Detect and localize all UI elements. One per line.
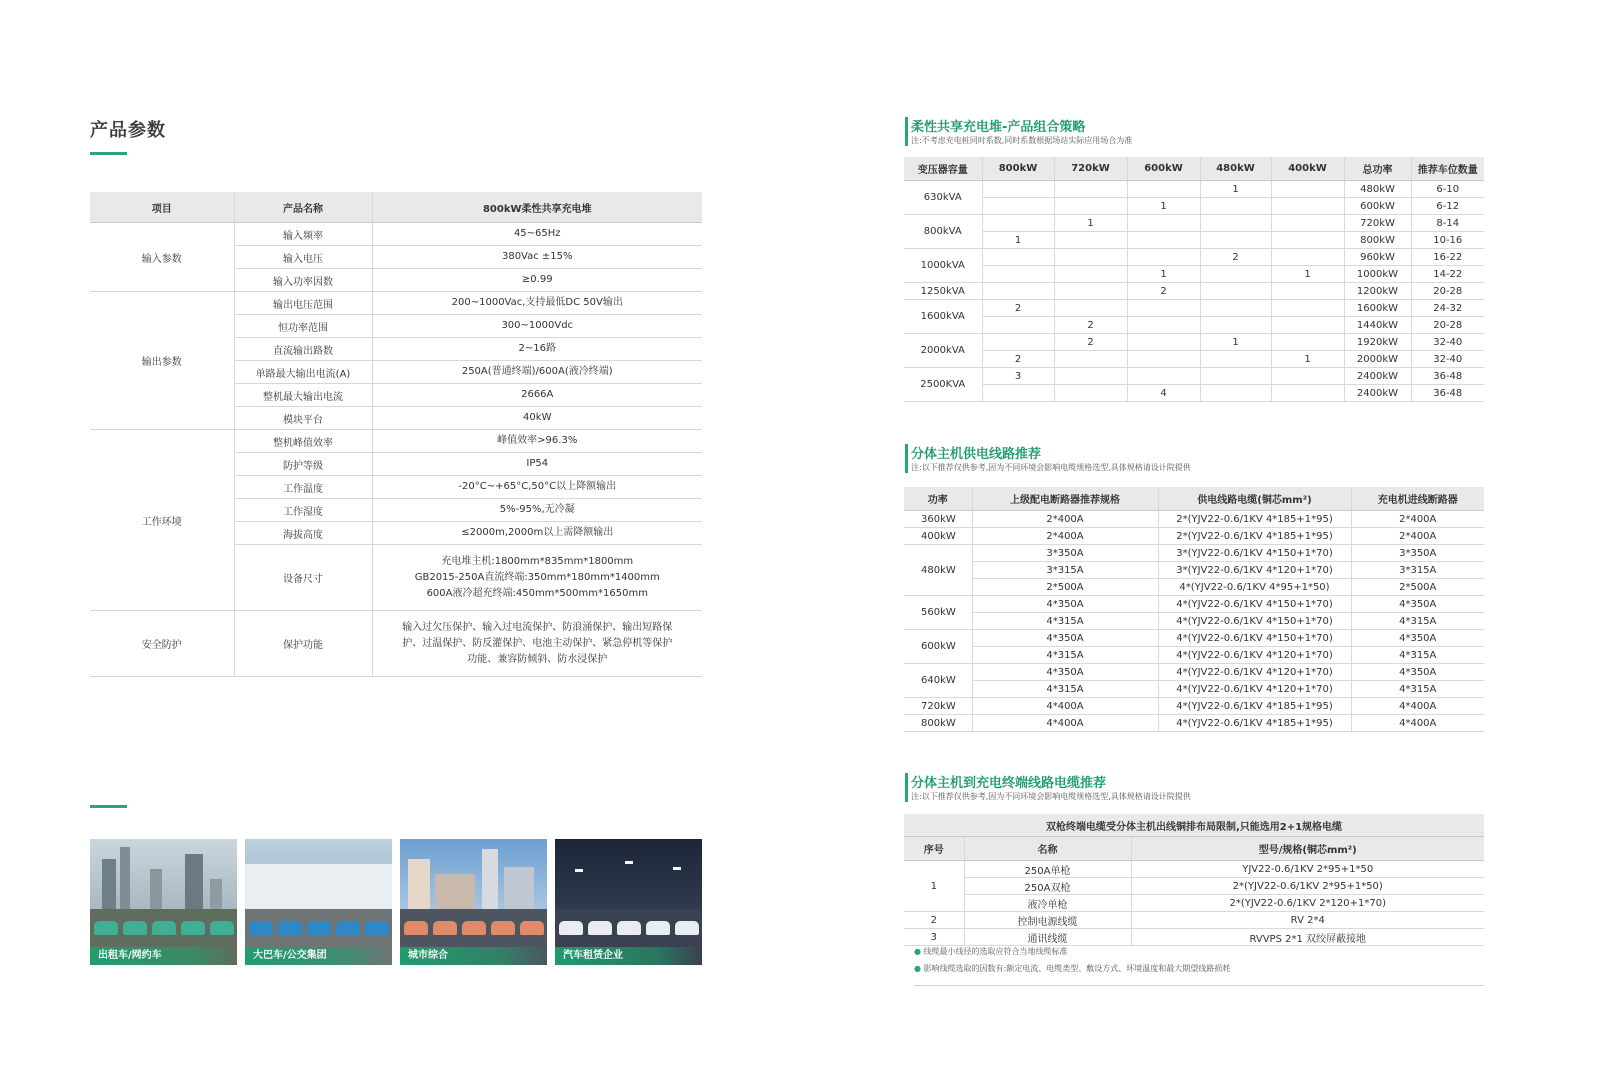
footnotes [914,946,1484,986]
section-accent-bar [905,773,908,802]
table-cell: RV 2*4 [1131,912,1484,929]
param-name-cell: 模块平台 [234,407,372,430]
table-cell: 32-40 [1411,334,1484,351]
table-row [904,912,1484,929]
table-cell [1271,317,1344,334]
table-cell: 1600kW [1344,300,1411,317]
table-cell: 4*315A [972,681,1158,698]
terminal-cable-table [904,814,1484,946]
param-value-line: 40kW [523,412,552,423]
table-cell: 2 [1200,249,1271,266]
table-row [904,929,1484,946]
table-cell [1127,215,1200,232]
table-row [904,698,1484,715]
table-cell: 1200kW [1344,283,1411,300]
param-name-cell: 输入电压 [234,246,372,269]
table-header-cell: 产品名称 [234,192,372,223]
table-header-cell: 总功率 [1344,157,1411,181]
table-cell [1200,351,1271,368]
group-cell: 输入参数 [90,223,234,292]
table-cell: 1920kW [1344,334,1411,351]
table-cell: 4*(YJV22-0.6/1KV 4*120+1*70) [1158,647,1351,664]
table-cell: 8-14 [1411,215,1484,232]
transformer-capacity-cell: 1250kVA [904,283,982,300]
table-cell [1127,249,1200,266]
table-cell: 20-28 [1411,317,1484,334]
param-value-cell [372,384,702,407]
table-header-cell: 400kW [1271,157,1344,181]
param-value-cell [372,338,702,361]
section-title-combination: 柔性共享充电堆-产品组合策略 [911,120,1086,135]
table-cell: 1440kW [1344,317,1411,334]
table-cell [1054,181,1127,198]
table-cell: 3*350A [972,545,1158,562]
table-header-cell: 变压器容量 [904,157,982,181]
table-header-cell: 800kW [982,157,1054,181]
transformer-capacity-cell: 2000kVA [904,334,982,368]
table-cell: 3*350A [1351,545,1484,562]
param-value-line: 5%-95%,无冷凝 [499,504,575,515]
table-cell: 1 [982,232,1054,249]
table-cell: 4*315A [1351,613,1484,630]
table-cell: 2*400A [1351,511,1484,528]
table-cell [1200,232,1271,249]
table-cell: 4*400A [972,715,1158,732]
table-cell: 4*(YJV22-0.6/1KV 4*120+1*70) [1158,681,1351,698]
scenario-photo-car-rental [555,839,702,965]
table-row [90,430,702,453]
table-header-cell: 推荐车位数量 [1411,157,1484,181]
table-row [90,292,702,315]
table-cell [982,198,1054,215]
table-row [904,266,1484,283]
table-header-cell: 供电线路电缆(铜芯mm²) [1158,487,1351,511]
table-row [904,647,1484,664]
table-cell [1127,334,1200,351]
table-cell: 2 [982,351,1054,368]
table-cell: 2*(YJV22-0.6/1KV 4*185+1*95) [1158,511,1351,528]
param-value-line: 45~65Hz [513,228,561,239]
table-row [904,715,1484,732]
power-cell: 600kW [904,630,972,664]
table-cell [1200,198,1271,215]
table-row [904,249,1484,266]
table-cell [982,181,1054,198]
transformer-capacity-cell: 800kVA [904,215,982,249]
table-cell [1054,266,1127,283]
param-value-line: 250A(普通终端)/600A(液冷终端) [461,366,613,377]
table-cell: 2 [1054,334,1127,351]
table-cell: 通讯线缆 [964,929,1131,946]
param-value-line: 380Vac ±15% [501,251,573,262]
param-value-line: 600A液冷超充终端:450mm*500mm*1650mm [426,587,648,599]
param-value-cell [372,223,702,246]
table-cell: 4*315A [1351,647,1484,664]
table-row [904,613,1484,630]
section-title-terminal: 分体主机到充电终端线路电缆推荐 [911,776,1107,791]
param-name-cell: 海拔高度 [234,522,372,545]
table-cell [1127,368,1200,385]
table-cell: 1 [1271,266,1344,283]
table-cell: 2*400A [972,528,1158,545]
table-row [904,368,1484,385]
table-cell: 2 [982,300,1054,317]
param-value-line: ≤2000m,2000m以上需降额输出 [461,527,614,538]
table-cell: 4*350A [972,596,1158,613]
power-cell: 400kW [904,528,972,545]
table-cell: 4*(YJV22-0.6/1KV 4*150+1*70) [1158,613,1351,630]
table-row [904,181,1484,198]
param-value-line: 2~16路 [518,343,556,354]
power-cell: 560kW [904,596,972,630]
param-value-cell [372,315,702,338]
power-cell: 640kW [904,664,972,698]
section-title-supply: 分体主机供电线路推荐 [911,447,1042,462]
table-cell: 2*500A [1351,579,1484,596]
group-cell: 输出参数 [90,292,234,430]
table-row [904,562,1484,579]
table-cell: 4*(YJV22-0.6/1KV 4*150+1*70) [1158,596,1351,613]
table-cell [1054,300,1127,317]
table-cell: 1 [1127,266,1200,283]
table-cell: 250A双枪 [964,878,1131,895]
table-cell [982,334,1054,351]
table-row [904,895,1484,912]
footnote-line [914,963,1484,974]
table-header-cell: 项目 [90,192,234,223]
table-cell: 2000kW [1344,351,1411,368]
table-cell: 3*(YJV22-0.6/1KV 4*150+1*70) [1158,545,1351,562]
table-row [904,198,1484,215]
transformer-capacity-cell: 630kVA [904,181,982,215]
table-cell [1054,385,1127,402]
combination-table [904,157,1484,402]
table-cell: 4*315A [972,647,1158,664]
table-cell: 3*315A [972,562,1158,579]
footnote-text: 影响线缆选取的因数有:额定电流、电缆类型、敷设方式、环境温度和最大期望线路损耗 [923,964,1231,973]
table-cell [1271,385,1344,402]
table-cell [1200,283,1271,300]
table-cell: 4*350A [1351,664,1484,681]
table-row [904,232,1484,249]
param-name-cell: 设备尺寸 [234,545,372,611]
scenario-photo-bus-fleet [245,839,392,965]
table-cell [1054,368,1127,385]
table-row [904,545,1484,562]
table-cell: 2*500A [972,579,1158,596]
table-cell [1127,351,1200,368]
table-cell [1127,181,1200,198]
table-cell [1271,368,1344,385]
table-cell [1271,300,1344,317]
photo-caption: 出租车/网约车 [90,947,237,965]
param-value-cell [372,545,702,611]
table-cell [1271,249,1344,266]
table-row [904,630,1484,647]
section-note-combination: 注:不考虑充电桩同时系数,同时系数根据场站实际应用场合为准 [911,136,1133,145]
table-cell: 4*315A [972,613,1158,630]
table-cell: 4 [1127,385,1200,402]
table-cell: 1 [1271,351,1344,368]
param-name-cell: 保护功能 [234,611,372,677]
table-cell: 控制电源线缆 [964,912,1131,929]
table-header-cell: 上级配电断路器推荐规格 [972,487,1158,511]
table-cell [1054,351,1127,368]
table-row [904,878,1484,895]
table-cell [1054,198,1127,215]
photo-section-underline [90,805,127,808]
table-cell: 24-32 [1411,300,1484,317]
param-name-cell: 整机峰值效率 [234,430,372,453]
table-header-cell: 序号 [904,837,964,861]
table-cell: 480kW [1344,181,1411,198]
table-cell [1271,334,1344,351]
table-cell: 2400kW [1344,385,1411,402]
transformer-capacity-cell: 2500KVA [904,368,982,402]
table-cell: 2 [1127,283,1200,300]
table-header-cell: 600kW [1127,157,1200,181]
table-cell [1054,232,1127,249]
param-name-cell: 工作湿度 [234,499,372,522]
group-cell: 工作环境 [90,430,234,611]
table-cell [1054,283,1127,300]
table-cell: 1000kW [1344,266,1411,283]
table-cell: 4*350A [1351,630,1484,647]
serial-number-cell: 1 [904,861,964,912]
param-value-cell [372,430,702,453]
table-cell: 4*(YJV22-0.6/1KV 4*185+1*95) [1158,698,1351,715]
table-header-cell: 480kW [1200,157,1271,181]
table-cell: 3 [982,368,1054,385]
table-cell: 36-48 [1411,385,1484,402]
param-value-cell [372,499,702,522]
table-row [904,334,1484,351]
table-cell: 3*(YJV22-0.6/1KV 4*120+1*70) [1158,562,1351,579]
table-row [90,611,702,677]
footnote-line [914,946,1484,957]
table-cell [1271,283,1344,300]
param-name-cell: 恒功率范围 [234,315,372,338]
table-cell: 2400kW [1344,368,1411,385]
group-cell: 安全防护 [90,611,234,677]
table-cell: 1 [1200,334,1271,351]
power-cell: 480kW [904,545,972,596]
param-value-cell [372,453,702,476]
table-cell [1127,317,1200,334]
table-header-cell: 功率 [904,487,972,511]
param-value-line: 峰值效率>96.3% [497,435,578,446]
bullet-dot: ● [914,947,924,956]
footnote-text: 线缆最小线径的选取应符合当地线缆标准 [923,947,1068,956]
table-cell: 4*350A [972,664,1158,681]
photo-caption: 大巴车/公交集团 [245,947,392,965]
table-row [904,283,1484,300]
table-cell: 2*(YJV22-0.6/1KV 4*185+1*95) [1158,528,1351,545]
table-cell: 32-40 [1411,351,1484,368]
param-value-cell [372,522,702,545]
table-row [904,317,1484,334]
table-cell: 4*315A [1351,681,1484,698]
table-cell [1200,266,1271,283]
page-title: 产品参数 [90,120,166,141]
param-value-cell [372,361,702,384]
table-cell: 10-16 [1411,232,1484,249]
table-cell [1200,317,1271,334]
table-cell [1127,300,1200,317]
param-name-cell: 防护等级 [234,453,372,476]
param-value-line: IP54 [526,458,549,469]
param-value-line: -20°C~+65°C,50°C以上降额输出 [458,481,617,492]
table-cell [1271,232,1344,249]
param-value-cell [372,611,702,677]
table-cell [1127,232,1200,249]
table-cell [1271,181,1344,198]
table-cell: 720kW [1344,215,1411,232]
table-cell: 2 [1054,317,1127,334]
table-cell: 4*400A [1351,715,1484,732]
power-cell: 720kW [904,698,972,715]
table-cell: 16-22 [1411,249,1484,266]
table-header-cell: 充电机进线断路器 [1351,487,1484,511]
table-cell: 20-28 [1411,283,1484,300]
table-cell [1271,215,1344,232]
table-row [904,681,1484,698]
table-row [904,528,1484,545]
table-cell [1271,198,1344,215]
table-cell: 2*(YJV22-0.6/1KV 2*95+1*50) [1131,878,1484,895]
param-value-cell [372,269,702,292]
table-cell: 4*(YJV22-0.6/1KV 4*95+1*50) [1158,579,1351,596]
table-cell: 1 [1054,215,1127,232]
param-name-cell: 输出电压范围 [234,292,372,315]
param-value-cell [372,476,702,499]
table-cell [982,385,1054,402]
serial-number-cell: 2 [904,912,964,929]
table-cell [982,249,1054,266]
param-value-line: 输入过欠压保护、输入过电流保护、防浪涌保护、输出短路保 [402,621,673,633]
table-cell: 4*(YJV22-0.6/1KV 4*120+1*70) [1158,664,1351,681]
section-accent-bar [905,444,908,473]
table-cell: 2*400A [972,511,1158,528]
param-name-cell: 输入频率 [234,223,372,246]
title-underline [90,152,127,155]
section-note-supply: 注:以下推荐仅供参考,因为不同环境会影响电缆规格选型,具体规格请设计院提供 [911,463,1191,472]
table-cell: YJV22-0.6/1KV 2*95+1*50 [1131,861,1484,878]
table-cell: 2*(YJV22-0.6/1KV 2*120+1*70) [1131,895,1484,912]
table-row [904,579,1484,596]
table-cell: 960kW [1344,249,1411,266]
serial-number-cell: 3 [904,929,964,946]
product-params-table [90,192,702,677]
table-cell: 4*(YJV22-0.6/1KV 4*185+1*95) [1158,715,1351,732]
table-header-cell: 型号/规格(铜芯mm²) [1131,837,1484,861]
param-name-cell: 输入功率因数 [234,269,372,292]
table-cell: 600kW [1344,198,1411,215]
param-value-line: 护、过温保护、防反灌保护、电池主动保护、紧急停机等保护 [402,637,673,649]
table-row [904,511,1484,528]
table-cell: 1 [1200,181,1271,198]
param-value-line: 功能、兼容防倾斜、防水浸保护 [467,653,608,665]
table-cell: 4*400A [972,698,1158,715]
param-name-cell: 工作温度 [234,476,372,499]
table-cell [1200,300,1271,317]
param-value-line: ≥0.99 [521,274,553,285]
table-row [90,223,702,246]
table-header-cell: 800kW柔性共享充电堆 [372,192,702,223]
table-row [904,300,1484,317]
table-cell: 6-12 [1411,198,1484,215]
table-row [904,351,1484,368]
table-cell [982,283,1054,300]
table-cell: 36-48 [1411,368,1484,385]
table-header-cell: 720kW [1054,157,1127,181]
table-row [904,664,1484,681]
table-cell: 14-22 [1411,266,1484,283]
table-cell [1200,368,1271,385]
section-note-terminal: 注:以下推荐仅供参考,因为不同环境会影响电缆规格选型,具体规格请设计院提供 [911,792,1191,801]
transformer-capacity-cell: 1000kVA [904,249,982,283]
table-cell: 250A单枪 [964,861,1131,878]
power-cell: 800kW [904,715,972,732]
param-value-cell [372,407,702,430]
table-cell [1200,385,1271,402]
table-row [904,215,1484,232]
table-cell: 800kW [1344,232,1411,249]
table-cell [1054,249,1127,266]
param-value-line: 300~1000Vdc [501,320,574,331]
table-cell: 4*(YJV22-0.6/1KV 4*150+1*70) [1158,630,1351,647]
power-cell: 360kW [904,511,972,528]
table-cell: 1 [1127,198,1200,215]
param-value-line: 2666A [521,389,554,400]
table-cell: 4*350A [1351,596,1484,613]
supply-line-table [904,487,1484,732]
bullet-dot: ● [914,964,924,973]
scenario-photo-taxi-fleet [90,839,237,965]
table-cell: 6-10 [1411,181,1484,198]
table-cell [982,317,1054,334]
param-value-line: 200~1000Vac,支持最低DC 50V输出 [451,297,623,308]
photo-caption: 汽车租赁企业 [555,947,702,965]
table-cell [1200,215,1271,232]
cable-banner: 双枪终端电缆受分体主机出线铜排布局限制,只能选用2+1规格电缆 [904,814,1484,837]
transformer-capacity-cell: 1600kVA [904,300,982,334]
photo-caption: 城市综合 [400,947,547,965]
param-value-line: 充电堆主机:1800mm*835mm*1800mm [441,555,634,567]
section-accent-bar [905,117,908,146]
param-name-cell: 单路最大输出电流(A) [234,361,372,384]
table-cell: 液冷单枪 [964,895,1131,912]
scenario-photo-city-complex [400,839,547,965]
table-cell: 4*350A [972,630,1158,647]
table-cell: 2*400A [1351,528,1484,545]
table-cell: RVVPS 2*1 双绞屏蔽接地 [1131,929,1484,946]
param-name-cell: 直流输出路数 [234,338,372,361]
table-cell [982,266,1054,283]
table-row [904,385,1484,402]
table-row [904,861,1484,878]
table-cell: 4*400A [1351,698,1484,715]
param-name-cell: 整机最大输出电流 [234,384,372,407]
param-value-cell [372,246,702,269]
table-cell [982,215,1054,232]
table-cell: 3*315A [1351,562,1484,579]
param-value-line: GB2015-250A直流终端:350mm*180mm*1400mm [414,571,660,583]
table-row [904,596,1484,613]
param-value-cell [372,292,702,315]
table-header-cell: 名称 [964,837,1131,861]
